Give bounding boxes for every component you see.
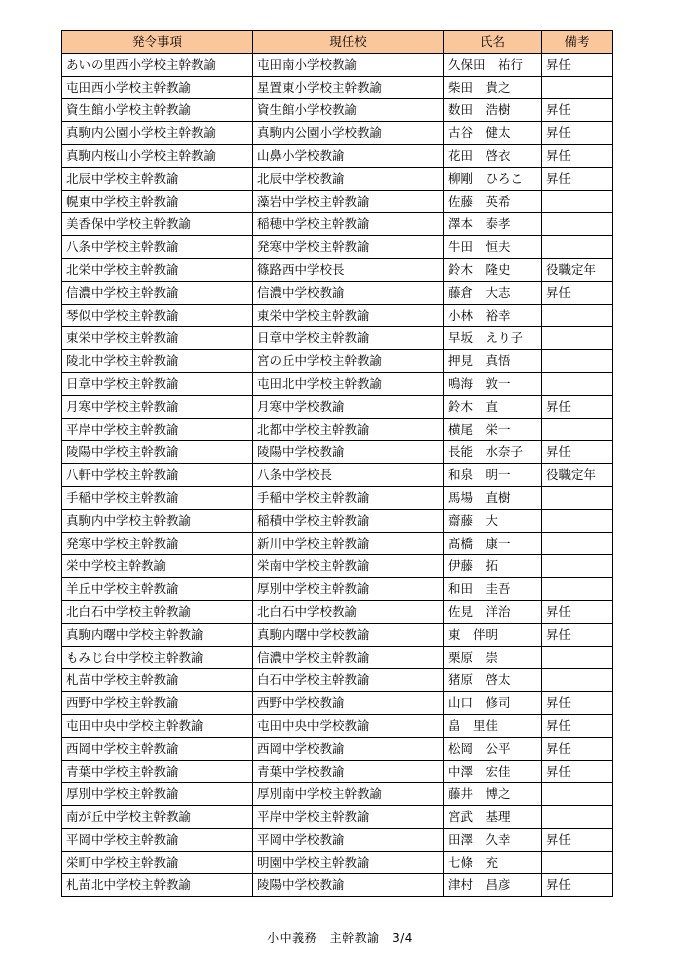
cell-remarks: 昇任	[542, 874, 613, 897]
page-footer: 小中義務 主幹教諭 3/4	[267, 931, 413, 945]
cell-appointment: 月寒中学校主幹教諭	[62, 395, 253, 418]
cell-name: 栗原 崇	[444, 646, 542, 669]
cell-current-school: 東栄中学校主幹教諭	[253, 304, 444, 327]
cell-remarks	[542, 806, 613, 829]
cell-remarks: 役職定年	[542, 464, 613, 487]
cell-appointment: 八軒中学校主幹教諭	[62, 464, 253, 487]
cell-current-school: 八条中学校長	[253, 464, 444, 487]
cell-remarks	[542, 76, 613, 99]
table-row	[62, 372, 613, 395]
table-header-row	[62, 31, 613, 54]
table-row	[62, 509, 613, 532]
cell-current-school: 月寒中学校教諭	[253, 395, 444, 418]
cell-appointment: 陵北中学校主幹教諭	[62, 350, 253, 373]
cell-remarks: 昇任	[542, 692, 613, 715]
cell-name: 東 伴明	[444, 623, 542, 646]
cell-current-school: 陵陽中学校教諭	[253, 441, 444, 464]
cell-appointment: 北栄中学校主幹教諭	[62, 258, 253, 281]
table-row	[62, 874, 613, 897]
cell-name: 猪原 啓太	[444, 669, 542, 692]
cell-remarks: 昇任	[542, 53, 613, 76]
cell-name: 中澤 宏佳	[444, 760, 542, 783]
cell-current-school: 真駒内曙中学校教諭	[253, 623, 444, 646]
cell-current-school: 厚別中学校主幹教諭	[253, 578, 444, 601]
table-row	[62, 464, 613, 487]
cell-current-school: 陵陽中学校教諭	[253, 874, 444, 897]
cell-name: 横尾 栄一	[444, 418, 542, 441]
cell-name: 長能 水奈子	[444, 441, 542, 464]
cell-remarks	[542, 646, 613, 669]
table-row	[62, 350, 613, 373]
column-header-remarks: 備考	[542, 31, 613, 54]
cell-remarks: 昇任	[542, 600, 613, 623]
table-row	[62, 122, 613, 145]
cell-appointment: 札苗北中学校主幹教諭	[62, 874, 253, 897]
cell-current-school: 平岡中学校教諭	[253, 828, 444, 851]
table-row	[62, 76, 613, 99]
cell-appointment: 西野中学校主幹教諭	[62, 692, 253, 715]
cell-remarks: 昇任	[542, 122, 613, 145]
cell-appointment: 信濃中学校主幹教諭	[62, 281, 253, 304]
cell-name: 松岡 公平	[444, 737, 542, 760]
cell-current-school: 平岸中学校主幹教諭	[253, 806, 444, 829]
cell-appointment: 手稲中学校主幹教諭	[62, 486, 253, 509]
table-row	[62, 236, 613, 259]
cell-appointment: 真駒内公園小学校主幹教諭	[62, 122, 253, 145]
cell-current-school: 明園中学校主幹教諭	[253, 851, 444, 874]
cell-name: 伊藤 拓	[444, 555, 542, 578]
cell-current-school: 栄南中学校主幹教諭	[253, 555, 444, 578]
cell-name: 髙橋 康一	[444, 532, 542, 555]
appointment-table	[61, 30, 613, 897]
table-body	[62, 53, 613, 896]
cell-name: 古谷 健太	[444, 122, 542, 145]
cell-current-school: 北辰中学校教諭	[253, 167, 444, 190]
table-row	[62, 555, 613, 578]
cell-name: 早坂 えり子	[444, 327, 542, 350]
column-header-appointment: 発令事項	[62, 31, 253, 54]
table-row	[62, 213, 613, 236]
cell-current-school: 稲穂中学校主幹教諭	[253, 213, 444, 236]
cell-remarks	[542, 486, 613, 509]
cell-appointment: 資生館小学校主幹教諭	[62, 99, 253, 122]
cell-appointment: 北辰中学校主幹教諭	[62, 167, 253, 190]
cell-appointment: 真駒内桜山小学校主幹教諭	[62, 144, 253, 167]
cell-remarks	[542, 532, 613, 555]
cell-remarks	[542, 669, 613, 692]
cell-current-school: 星置東小学校主幹教諭	[253, 76, 444, 99]
cell-remarks	[542, 372, 613, 395]
cell-name: 佐藤 英希	[444, 190, 542, 213]
cell-appointment: 東栄中学校主幹教諭	[62, 327, 253, 350]
table-row	[62, 714, 613, 737]
cell-current-school: 資生館小学校教諭	[253, 99, 444, 122]
cell-remarks: 昇任	[542, 99, 613, 122]
cell-current-school: 厚別南中学校主幹教諭	[253, 783, 444, 806]
cell-remarks	[542, 327, 613, 350]
cell-current-school: 篠路西中学校長	[253, 258, 444, 281]
cell-appointment: 栄町中学校主幹教諭	[62, 851, 253, 874]
table-row	[62, 258, 613, 281]
cell-current-school: 発寒中学校主幹教諭	[253, 236, 444, 259]
table-row	[62, 760, 613, 783]
cell-current-school: 信濃中学校主幹教諭	[253, 646, 444, 669]
cell-remarks	[542, 213, 613, 236]
cell-remarks: 昇任	[542, 167, 613, 190]
cell-current-school: 西野中学校教諭	[253, 692, 444, 715]
cell-current-school: 藻岩中学校主幹教諭	[253, 190, 444, 213]
table-row	[62, 532, 613, 555]
cell-name: 田澤 久幸	[444, 828, 542, 851]
cell-current-school: 青葉中学校教諭	[253, 760, 444, 783]
column-header-current-school: 現任校	[253, 31, 444, 54]
table-row	[62, 395, 613, 418]
table-row	[62, 692, 613, 715]
cell-appointment: 美香保中学校主幹教諭	[62, 213, 253, 236]
cell-name: 佐見 洋治	[444, 600, 542, 623]
cell-remarks	[542, 190, 613, 213]
cell-remarks	[542, 578, 613, 601]
cell-current-school: 西岡中学校教諭	[253, 737, 444, 760]
cell-appointment: 真駒内中学校主幹教諭	[62, 509, 253, 532]
table-row	[62, 190, 613, 213]
cell-appointment: 羊丘中学校主幹教諭	[62, 578, 253, 601]
cell-remarks	[542, 555, 613, 578]
cell-remarks: 昇任	[542, 395, 613, 418]
cell-name: 和田 圭吾	[444, 578, 542, 601]
table-row	[62, 327, 613, 350]
cell-appointment: 栄中学校主幹教諭	[62, 555, 253, 578]
cell-current-school: 信濃中学校教諭	[253, 281, 444, 304]
cell-current-school: 日章中学校主幹教諭	[253, 327, 444, 350]
cell-name: 花田 啓衣	[444, 144, 542, 167]
cell-appointment: 陵陽中学校主幹教諭	[62, 441, 253, 464]
cell-name: 鈴木 隆史	[444, 258, 542, 281]
cell-current-school: 屯田南小学校教諭	[253, 53, 444, 76]
cell-appointment: 真駒内曙中学校主幹教諭	[62, 623, 253, 646]
cell-appointment: 屯田中央中学校主幹教諭	[62, 714, 253, 737]
table-row	[62, 623, 613, 646]
cell-appointment: 琴似中学校主幹教諭	[62, 304, 253, 327]
cell-appointment: 発寒中学校主幹教諭	[62, 532, 253, 555]
table-row	[62, 646, 613, 669]
cell-name: 数田 浩樹	[444, 99, 542, 122]
cell-name: 小林 裕幸	[444, 304, 542, 327]
cell-current-school: 北白石中学校教諭	[253, 600, 444, 623]
cell-current-school: 真駒内公園小学校教諭	[253, 122, 444, 145]
cell-remarks: 昇任	[542, 623, 613, 646]
cell-appointment: 札苗中学校主幹教諭	[62, 669, 253, 692]
cell-appointment: 青葉中学校主幹教諭	[62, 760, 253, 783]
table-row	[62, 851, 613, 874]
table-row	[62, 737, 613, 760]
cell-appointment: 幌東中学校主幹教諭	[62, 190, 253, 213]
cell-remarks: 役職定年	[542, 258, 613, 281]
cell-name: 久保田 祐行	[444, 53, 542, 76]
cell-remarks: 昇任	[542, 828, 613, 851]
cell-name: 七條 充	[444, 851, 542, 874]
cell-appointment: 南が丘中学校主幹教諭	[62, 806, 253, 829]
cell-name: 柳剛 ひろこ	[444, 167, 542, 190]
table-row	[62, 578, 613, 601]
cell-remarks: 昇任	[542, 441, 613, 464]
cell-appointment: 日章中学校主幹教諭	[62, 372, 253, 395]
cell-name: 藤倉 大志	[444, 281, 542, 304]
cell-current-school: 屯田北中学校主幹教諭	[253, 372, 444, 395]
cell-appointment: 屯田西小学校主幹教諭	[62, 76, 253, 99]
cell-current-school: 宮の丘中学校主幹教諭	[253, 350, 444, 373]
cell-appointment: 平岸中学校主幹教諭	[62, 418, 253, 441]
cell-remarks: 昇任	[542, 760, 613, 783]
cell-name: 畠 里佳	[444, 714, 542, 737]
table-row	[62, 281, 613, 304]
cell-name: 押見 真悟	[444, 350, 542, 373]
cell-current-school: 北都中学校主幹教諭	[253, 418, 444, 441]
cell-current-school: 山鼻小学校教諭	[253, 144, 444, 167]
cell-remarks	[542, 350, 613, 373]
cell-name: 山口 修司	[444, 692, 542, 715]
cell-name: 宮武 基理	[444, 806, 542, 829]
cell-remarks: 昇任	[542, 714, 613, 737]
cell-current-school: 稲積中学校主幹教諭	[253, 509, 444, 532]
cell-name: 澤本 泰孝	[444, 213, 542, 236]
cell-name: 牛田 恒夫	[444, 236, 542, 259]
cell-remarks: 昇任	[542, 144, 613, 167]
cell-current-school: 白石中学校主幹教諭	[253, 669, 444, 692]
cell-remarks	[542, 851, 613, 874]
table-row	[62, 441, 613, 464]
cell-remarks	[542, 783, 613, 806]
cell-name: 和泉 明一	[444, 464, 542, 487]
table-row	[62, 99, 613, 122]
column-header-name: 氏名	[444, 31, 542, 54]
cell-remarks	[542, 236, 613, 259]
cell-appointment: 厚別中学校主幹教諭	[62, 783, 253, 806]
table-row	[62, 806, 613, 829]
table-row	[62, 418, 613, 441]
table-row	[62, 600, 613, 623]
cell-appointment: 八条中学校主幹教諭	[62, 236, 253, 259]
cell-remarks: 昇任	[542, 281, 613, 304]
cell-appointment: 北白石中学校主幹教諭	[62, 600, 253, 623]
table-row	[62, 304, 613, 327]
table-row	[62, 144, 613, 167]
cell-remarks	[542, 418, 613, 441]
cell-name: 齋藤 大	[444, 509, 542, 532]
table-row	[62, 783, 613, 806]
table-row	[62, 53, 613, 76]
cell-appointment: あいの里西小学校主幹教諭	[62, 53, 253, 76]
cell-name: 馬場 直樹	[444, 486, 542, 509]
cell-current-school: 新川中学校主幹教諭	[253, 532, 444, 555]
cell-current-school: 屯田中央中学校教諭	[253, 714, 444, 737]
cell-name: 鳴海 敦一	[444, 372, 542, 395]
cell-appointment: もみじ台中学校主幹教諭	[62, 646, 253, 669]
cell-current-school: 手稲中学校主幹教諭	[253, 486, 444, 509]
table-row	[62, 669, 613, 692]
table-row	[62, 167, 613, 190]
table-row	[62, 486, 613, 509]
cell-appointment: 平岡中学校主幹教諭	[62, 828, 253, 851]
cell-appointment: 西岡中学校主幹教諭	[62, 737, 253, 760]
cell-name: 柴田 貴之	[444, 76, 542, 99]
cell-name: 鈴木 直	[444, 395, 542, 418]
cell-name: 藤井 博之	[444, 783, 542, 806]
table-row	[62, 828, 613, 851]
cell-remarks	[542, 509, 613, 532]
cell-remarks	[542, 304, 613, 327]
cell-name: 津村 昌彦	[444, 874, 542, 897]
cell-remarks: 昇任	[542, 737, 613, 760]
